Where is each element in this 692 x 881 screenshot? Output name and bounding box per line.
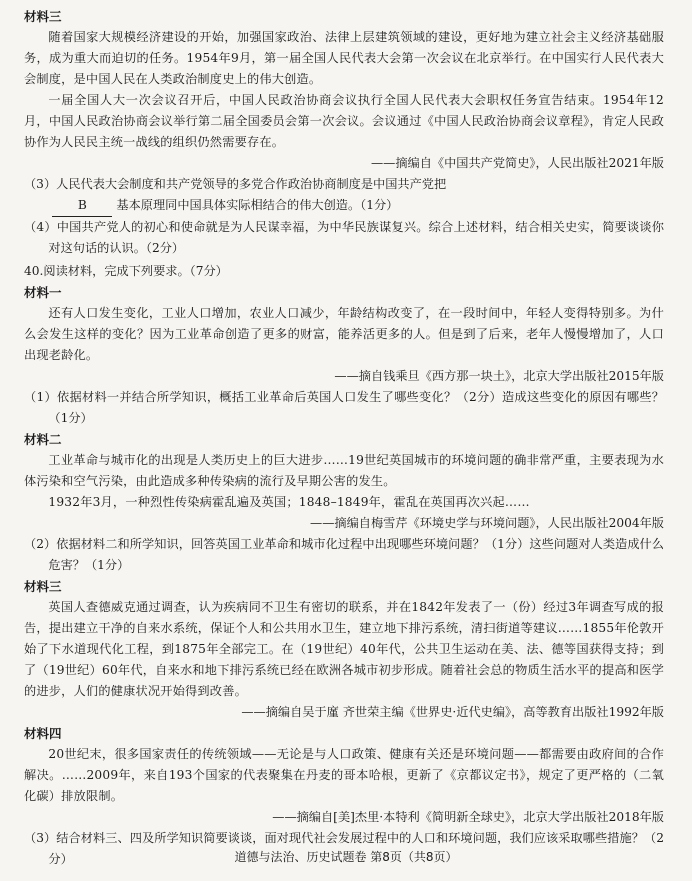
q40-material-1-source: ——摘自钱乘旦《西方那一块土》，北京大学出版社2015年版 xyxy=(334,369,664,383)
question-40-title: 40.阅读材料，完成下列要求。（7分） xyxy=(24,264,228,278)
material-3-heading: 材料三 xyxy=(24,9,62,24)
q40-material-2-source: ——摘编自梅雪芹《环境史学与环境问题》，人民出版社2004年版 xyxy=(310,516,664,530)
q40-material-4-source: ——摘编自[美]杰里·本特利《简明新全球史》，北京大学出版社2018年版 xyxy=(272,810,664,824)
q40-material-4-text: 20世纪末，很多国家责任的传统领域——无论是与人口政策、健康有关还是环境问题——都需要由政府间的合作解决。……2009年，来自193个国家的代表聚集在丹麦的哥本哈根，更新了《京都议定书》，规定了更严格的（二氧化碳）排放限制。 xyxy=(24,747,664,803)
q40-material-3-text: 英国人查德威克通过调查，认为疾病同不卫生有密切的联系，并在1842年发表了一（份）经过3年调查写成的报告，提出建立干净的自来水系统，保证个人和公共用水卫生，建立地下排污系统，清扫街道等建议……1855年伦敦开始了下水道现代化工程，到1875年全部完工。在（19世纪）40年代，公共卫生运动在美、法、德等国获得支持；到了（19世纪）60年代，自来水和地下排污系统已经在欧洲各城市初步形成。随着社会总的物质生活水平的提高和医学的进步，人们的健康状况开始得到改善。 xyxy=(24,600,664,698)
material-3-paragraph-1: 随着国家大规模经济建设的开始，加强国家政治、法律上层建筑领域的建设，更好地为建立社会主义经济基础服务，成为重大而迫切的任务。1954年9月，第一届全国人民代表大会第一次会议在北京举行。在中国实行人民代表大会制度，是中国人民在人类政治制度史上的伟大创造。 xyxy=(24,30,664,86)
question-3-part-2: 基本原理同中国具体实际相结合的伟大创造。（1分） xyxy=(116,198,399,212)
q40-material-4-heading: 材料四 xyxy=(24,726,62,741)
q40-material-2-text-2: 1932年3月，一种烈性传染病霍乱遍及英国；1848–1849年，霍乱在英国再次兴起…… xyxy=(48,495,530,509)
question-3 xyxy=(24,174,664,217)
q40-material-1-heading: 材料一 xyxy=(24,285,62,300)
question-4: （4）中国共产党人的初心和使命就是为人民谋幸福，为中华民族谋复兴。综合上述材料，结合相关史实，简要谈谈你对这句话的认识。（2分） xyxy=(24,220,664,255)
q40-material-3-heading: 材料三 xyxy=(24,579,62,594)
question-3-answer: B xyxy=(52,195,112,217)
material-3-source: ——摘编自《中国共产党简史》，人民出版社2021年版 xyxy=(370,156,664,170)
q40-material-1-text: 还有人口发生变化，工业人口增加，农业人口减少，年龄结构改变了，在一段时间中，年轻人变得特别多。为什么会发生这样的变化？因为工业革命创造了更多的财富，能养活更多的人。但是到了后来，老年人慢慢增加了，人口出现老龄化。 xyxy=(24,306,664,362)
material-3-paragraph-2: 一届全国人大一次会议召开后，中国人民政治协商会议执行全国人民代表大会职权任务宣告结束。1954年12月，中国人民政治协商会议举行第二届全国委员会第一次会议。会议通过《中国人民政治协商会议章程》，肯定人民政协作为人民民主统一战线的组织仍然需要存在。 xyxy=(24,93,664,149)
q40-question-3: （3）结合材料三、四及所学知识简要谈谈，面对现代社会发展过程中的人口和环境问题，我们应该采取哪些措施？（2分） xyxy=(24,831,664,866)
q40-question-1: （1）依据材料一并结合所学知识，概括工业革命后英国人口发生了哪些变化？（2分）造成这些变化的原因有哪些？（1分） xyxy=(24,390,664,425)
q40-material-2-heading: 材料二 xyxy=(24,432,62,447)
q40-material-2-text-1: 工业革命与城市化的出现是人类历史上的巨大进步……19世纪英国城市的环境问题的确非常严重，主要表现为水体污染和空气污染，由此造成多种传染病的流行及早期公害的发生。 xyxy=(24,453,664,488)
question-3-part-1: （3）人民代表大会制度和共产党领导的多党合作政治协商制度是中国共产党把 xyxy=(24,177,447,191)
exam-page xyxy=(24,6,664,870)
page-footer: 道德与法治、历史试题卷 第8页（共8页） xyxy=(234,850,458,864)
q40-question-2: （2）依据材料二和所学知识，回答英国工业革命和城市化过程中出现哪些环境问题？（1分）这些问题对人类造成什么危害？（1分） xyxy=(24,537,664,572)
q40-material-3-source: ——摘编自吴于廑 齐世荣主编《世界史·近代史编》，高等教育出版社1992年版 xyxy=(241,705,664,719)
